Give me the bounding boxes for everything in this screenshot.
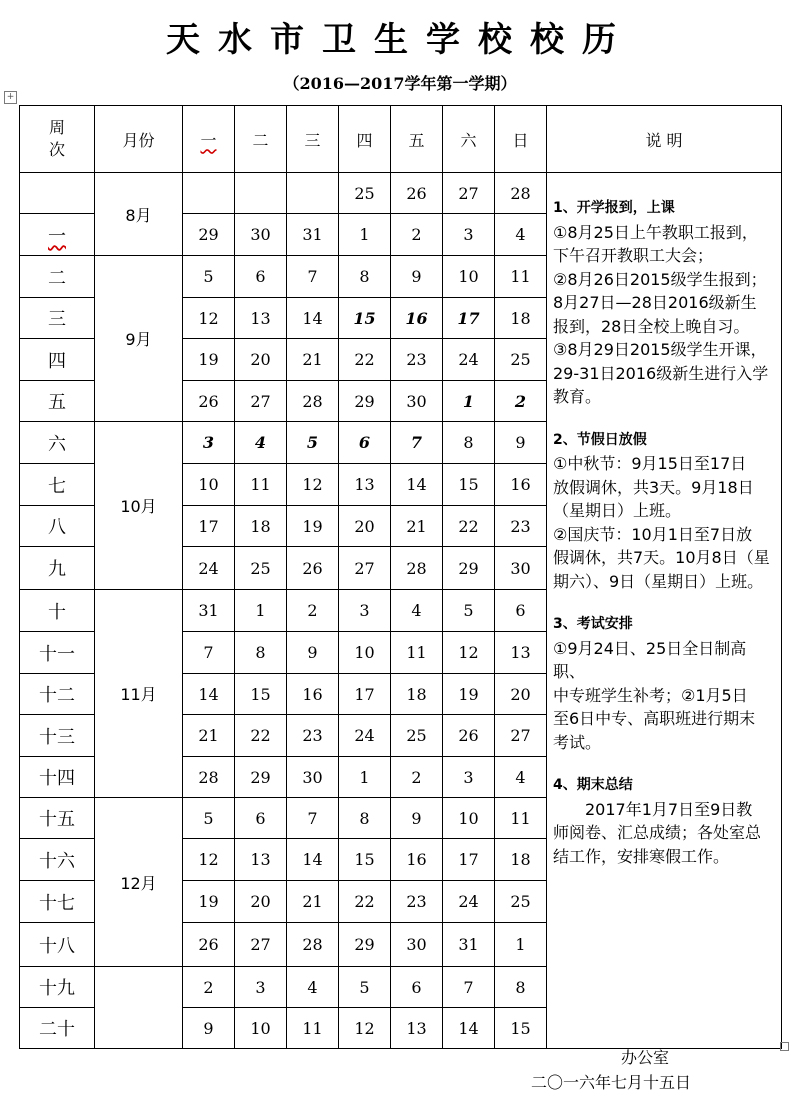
day-cell: 26 <box>443 715 495 757</box>
notes-line: 教育。 <box>553 387 602 406</box>
week-number: 十七 <box>20 881 95 923</box>
footer-date: 二〇一六年七月十五日 <box>531 1073 692 1092</box>
day-cell: 2 <box>495 381 547 422</box>
day-cell: 28 <box>183 757 235 798</box>
week-number: 十 <box>20 590 95 632</box>
day-cell: 27 <box>443 173 495 214</box>
notes-line: 期六）、9日（星期日）上班。 <box>553 571 764 591</box>
day-cell: 14 <box>391 464 443 506</box>
day-cell: 14 <box>287 839 339 881</box>
day-cell: 10 <box>339 632 391 674</box>
week-number: 七 <box>20 464 95 506</box>
day-cell: 30 <box>287 757 339 798</box>
day-cell: 7 <box>443 967 495 1008</box>
day-cell: 5 <box>287 422 339 464</box>
day-cell: 3 <box>235 967 287 1008</box>
notes-line: 下午召开教职工大会； <box>553 246 714 265</box>
day-cell: 5 <box>443 590 495 632</box>
day-cell: 30 <box>391 381 443 422</box>
day-cell: 4 <box>495 757 547 798</box>
day-cell: 2 <box>287 590 339 632</box>
day-cell: 6 <box>391 967 443 1008</box>
day-cell: 23 <box>495 506 547 547</box>
day-cell: 12 <box>443 632 495 674</box>
header-day-fri: 五 <box>391 106 443 173</box>
day-cell: 1 <box>495 923 547 967</box>
day-cell: 26 <box>183 923 235 967</box>
day-cell: 10 <box>443 256 495 298</box>
notes-column <box>547 173 782 1049</box>
day-cell: 22 <box>339 881 391 923</box>
notes-line: ①9月24日、25日全日制高职、 <box>553 638 747 681</box>
day-cell: 12 <box>183 298 235 339</box>
day-cell: 2 <box>391 757 443 798</box>
day-cell: 23 <box>287 715 339 757</box>
day-cell: 29 <box>339 923 391 967</box>
day-cell: 17 <box>443 839 495 881</box>
day-cell: 16 <box>391 298 443 339</box>
notes-line: 中专班学生补考；②1月5日 <box>553 685 748 705</box>
day-cell: 1 <box>235 590 287 632</box>
day-cell: 9 <box>183 1008 235 1049</box>
day-cell: 16 <box>495 464 547 506</box>
day-cell: 9 <box>495 422 547 464</box>
day-cell: 14 <box>443 1008 495 1049</box>
day-cell: 12 <box>339 1008 391 1049</box>
notes-section-exams <box>553 613 777 754</box>
day-cell: 14 <box>287 298 339 339</box>
notes-line: 8月27日—28日2016级新生 <box>553 293 757 312</box>
day-cell: 18 <box>495 839 547 881</box>
day-cell: 29 <box>235 757 287 798</box>
day-cell: 9 <box>391 798 443 839</box>
header-day-sat: 六 <box>443 106 495 173</box>
week-number: 十八 <box>20 923 95 967</box>
week-number: 六 <box>20 422 95 464</box>
day-cell: 1 <box>443 381 495 422</box>
header-notes: 说 明 <box>547 106 782 173</box>
notes-line: 29-31日2016级新生进行入学 <box>553 363 769 383</box>
week-number: 五 <box>20 381 95 422</box>
day-cell: 14 <box>183 674 235 715</box>
day-cell: 11 <box>495 256 547 298</box>
day-cell: 28 <box>287 381 339 422</box>
day-cell: 1 <box>339 757 391 798</box>
day-cell: 22 <box>443 506 495 547</box>
day-cell: 25 <box>495 881 547 923</box>
day-cell: 30 <box>391 923 443 967</box>
day-cell: 15 <box>235 674 287 715</box>
day-cell: 11 <box>235 464 287 506</box>
week-number: 十六 <box>20 839 95 881</box>
day-cell: 25 <box>235 547 287 590</box>
day-cell: 26 <box>287 547 339 590</box>
day-cell: 11 <box>495 798 547 839</box>
day-cell: 4 <box>391 590 443 632</box>
day-cell: 25 <box>339 173 391 214</box>
day-cell: 20 <box>495 674 547 715</box>
day-cell: 12 <box>287 464 339 506</box>
day-cell: 7 <box>287 256 339 298</box>
notes-line: ③8月29日2015级学生开课， <box>553 340 767 359</box>
day-cell: 13 <box>495 632 547 674</box>
header-day-sun: 日 <box>495 106 547 173</box>
day-cell: 24 <box>443 881 495 923</box>
day-cell: 23 <box>391 881 443 923</box>
day-cell: 28 <box>495 173 547 214</box>
day-cell: 8 <box>443 422 495 464</box>
day-cell: 4 <box>495 214 547 256</box>
day-cell: 17 <box>339 674 391 715</box>
day-cell: 3 <box>443 214 495 256</box>
notes-line: ①8月25日上午教职工报到， <box>553 222 758 242</box>
month-label: 8月 <box>95 173 183 256</box>
notes-section-enrollment <box>553 197 777 409</box>
header-day-mon: 一 <box>183 106 235 173</box>
day-cell: 11 <box>287 1008 339 1049</box>
day-cell: 5 <box>339 967 391 1008</box>
day-cell: 7 <box>391 422 443 464</box>
day-cell: 24 <box>443 339 495 381</box>
day-cell: 6 <box>235 256 287 298</box>
day-cell: 10 <box>443 798 495 839</box>
document-title: 天水市卫生学校校历 <box>166 20 634 60</box>
day-cell: 8 <box>235 632 287 674</box>
day-cell: 3 <box>443 757 495 798</box>
day-cell: 21 <box>391 506 443 547</box>
day-cell: 29 <box>339 381 391 422</box>
day-cell: 19 <box>443 674 495 715</box>
day-cell: 13 <box>391 1008 443 1049</box>
notes-line: ①中秋节：9月15日至17日 <box>553 454 747 473</box>
notes-heading-holidays: 2、节假日放假 <box>553 431 647 448</box>
header-week: 周次 <box>20 106 95 173</box>
notes-heading-enrollment: 1、开学报到，上课 <box>553 200 675 216</box>
day-cell: 27 <box>235 923 287 967</box>
notes-line: （星期日）上班。 <box>553 501 682 520</box>
document-subtitle: （2016—2017学年第一学期） <box>283 74 517 93</box>
notes-line: 结工作，安排寒假工作。 <box>553 846 730 866</box>
day-cell: 7 <box>287 798 339 839</box>
day-cell: 19 <box>183 881 235 923</box>
day-cell: 19 <box>183 339 235 381</box>
week-number: 四 <box>20 339 95 381</box>
week-number: 十一 <box>20 632 95 674</box>
notes-line: 放假调休，共3天。9月18日 <box>553 477 754 497</box>
day-cell: 23 <box>391 339 443 381</box>
day-cell: 17 <box>443 298 495 339</box>
day-cell: 2 <box>183 967 235 1008</box>
notes-heading-summary: 4、期末总结 <box>553 777 633 793</box>
week-number <box>20 173 95 214</box>
week-number: 三 <box>20 298 95 339</box>
day-cell: 19 <box>287 506 339 547</box>
day-cell: 30 <box>235 214 287 256</box>
day-cell: 22 <box>339 339 391 381</box>
day-cell: 25 <box>495 339 547 381</box>
day-cell: 15 <box>339 298 391 339</box>
day-cell: 17 <box>183 506 235 547</box>
day-cell: 8 <box>339 798 391 839</box>
table-move-handle-icon[interactable]: + <box>4 91 17 104</box>
notes-line: 报到，28日全校上晚自习。 <box>553 316 750 336</box>
week-number: 十九 <box>20 967 95 1008</box>
week-number: 十五 <box>20 798 95 839</box>
notes-line: 考试。 <box>553 732 602 752</box>
week-row <box>20 173 782 214</box>
day-cell: 22 <box>235 715 287 757</box>
day-cell: 31 <box>287 214 339 256</box>
day-cell: 9 <box>391 256 443 298</box>
day-cell: 29 <box>183 214 235 256</box>
day-cell: 3 <box>183 422 235 464</box>
day-cell: 18 <box>495 298 547 339</box>
day-cell: 5 <box>183 256 235 298</box>
day-cell: 25 <box>391 715 443 757</box>
month-label-empty <box>95 967 183 1049</box>
day-cell: 4 <box>235 422 287 464</box>
day-cell: 13 <box>339 464 391 506</box>
day-cell: 16 <box>391 839 443 881</box>
day-cell: 6 <box>495 590 547 632</box>
month-label: 11月 <box>95 590 183 798</box>
day-cell: 31 <box>443 923 495 967</box>
day-cell: 29 <box>443 547 495 590</box>
day-cell: 31 <box>183 590 235 632</box>
header-row <box>20 106 782 173</box>
day-cell: 6 <box>235 798 287 839</box>
day-cell: 20 <box>235 881 287 923</box>
week-number: 二十 <box>20 1008 95 1049</box>
day-cell: 21 <box>287 339 339 381</box>
notes-heading-exams: 3、考试安排 <box>553 616 633 632</box>
week-number: 十三 <box>20 715 95 757</box>
header-day-tue: 二 <box>235 106 287 173</box>
day-cell <box>235 173 287 214</box>
notes-line: 假调休，共7天。10月8日（星 <box>553 548 770 567</box>
day-cell: 18 <box>235 506 287 547</box>
table-resize-handle[interactable] <box>780 1042 789 1051</box>
week-number: 十二 <box>20 674 95 715</box>
notes-section-summary <box>553 774 777 868</box>
notes-line: 师阅卷、汇总成绩；各处室总 <box>553 823 762 842</box>
day-cell <box>183 173 235 214</box>
day-cell: 5 <box>183 798 235 839</box>
day-cell: 8 <box>339 256 391 298</box>
day-cell <box>287 173 339 214</box>
day-cell: 28 <box>391 547 443 590</box>
day-cell: 21 <box>287 881 339 923</box>
day-cell: 27 <box>339 547 391 590</box>
day-cell: 3 <box>339 590 391 632</box>
week-number: 一 <box>20 214 95 256</box>
day-cell: 8 <box>495 967 547 1008</box>
notes-line: 至6日中专、高职班进行期末 <box>553 709 756 728</box>
header-day-thu: 四 <box>339 106 391 173</box>
day-cell: 10 <box>235 1008 287 1049</box>
day-cell: 15 <box>339 839 391 881</box>
day-cell: 28 <box>287 923 339 967</box>
school-calendar-table <box>19 105 782 1049</box>
week-number: 九 <box>20 547 95 590</box>
day-cell: 26 <box>183 381 235 422</box>
month-label: 9月 <box>95 256 183 422</box>
notes-section-holidays <box>553 429 777 594</box>
day-cell: 24 <box>339 715 391 757</box>
day-cell: 13 <box>235 839 287 881</box>
header-month: 月份 <box>95 106 183 173</box>
day-cell: 1 <box>339 214 391 256</box>
day-cell: 9 <box>287 632 339 674</box>
day-cell: 30 <box>495 547 547 590</box>
day-cell: 6 <box>339 422 391 464</box>
day-cell: 26 <box>391 173 443 214</box>
day-cell: 2 <box>391 214 443 256</box>
day-cell: 16 <box>287 674 339 715</box>
week-number: 二 <box>20 256 95 298</box>
header-day-wed: 三 <box>287 106 339 173</box>
day-cell: 20 <box>235 339 287 381</box>
notes-line: ②8月26日2015级学生报到； <box>553 269 767 289</box>
day-cell: 24 <box>183 547 235 590</box>
day-cell: 11 <box>391 632 443 674</box>
day-cell: 27 <box>235 381 287 422</box>
day-cell: 20 <box>339 506 391 547</box>
day-cell: 15 <box>495 1008 547 1049</box>
day-cell: 21 <box>183 715 235 757</box>
week-number: 八 <box>20 506 95 547</box>
notes-line: 2017年1月7日至9日教 <box>553 799 753 819</box>
day-cell: 18 <box>391 674 443 715</box>
day-cell: 4 <box>287 967 339 1008</box>
month-label: 12月 <box>95 798 183 967</box>
day-cell: 7 <box>183 632 235 674</box>
day-cell: 15 <box>443 464 495 506</box>
notes-line: ②国庆节：10月1日至7日放 <box>553 524 753 544</box>
day-cell: 13 <box>235 298 287 339</box>
month-label: 10月 <box>95 422 183 590</box>
day-cell: 10 <box>183 464 235 506</box>
week-number: 十四 <box>20 757 95 798</box>
footer-office: 办公室 <box>621 1048 670 1067</box>
day-cell: 27 <box>495 715 547 757</box>
day-cell: 12 <box>183 839 235 881</box>
